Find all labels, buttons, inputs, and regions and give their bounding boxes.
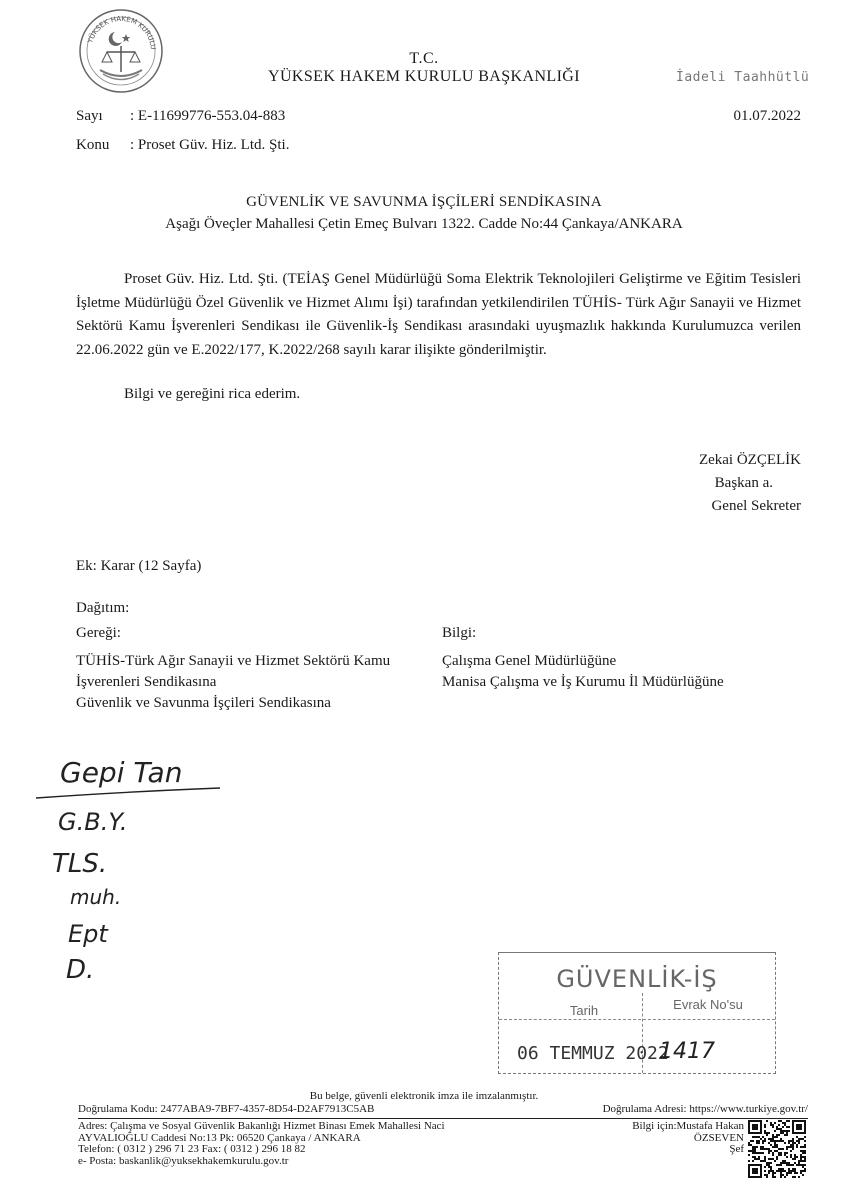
verification-code: Doğrulama Kodu: 2477ABA9-7BF7-4357-8D54-D2AF7913C5AB	[78, 1103, 375, 1115]
bilgi-list	[442, 651, 802, 693]
distribution-heading: Dağıtım:	[76, 600, 130, 616]
receipt-date-label: Tarih	[569, 1003, 599, 1018]
footer-address-line: Adres: Çalışma ve Sosyal Güvenlik Bakanlığı Hizmet Binası Emek Mahallesi Naci	[78, 1120, 445, 1132]
handwritten-line: D.	[66, 955, 95, 985]
handwritten-line: Ept	[68, 920, 108, 948]
footer-address-line: e- Posta: baskanlik@yuksekhakemkurulu.gov.tr	[78, 1154, 289, 1167]
footer-contact-line: Şef	[729, 1143, 744, 1155]
handwritten-line: muh.	[70, 885, 122, 909]
handwritten-notes	[30, 752, 260, 992]
list-item: Güvenlik ve Savunma İşçileri Sendikasına	[76, 695, 331, 711]
qr-code-icon	[748, 1120, 806, 1178]
handwritten-line: Gepi Tan	[60, 756, 183, 789]
receipt-stamp-title: GÜVENLİK-İŞ	[556, 965, 718, 993]
footer-divider	[78, 1118, 808, 1119]
header-tc: T.C.	[409, 50, 439, 67]
svg-text:YÜKSEK HAKEM KURULU	[86, 15, 157, 50]
list-item: TÜHİS-Türk Ağır Sanayii ve Hizmet Sektörü Kamu	[76, 653, 391, 669]
list-item: Manisa Çalışma ve İş Kurumu İl Müdürlüğüne	[442, 674, 724, 690]
verification-address: Doğrulama Adresi: https://www.turkiye.gov.tr/	[602, 1103, 808, 1115]
footer-contact-line: ÖZSEVEN	[693, 1131, 744, 1144]
signatory-title-1: Başkan a.	[714, 475, 773, 491]
footer-address	[78, 1121, 538, 1167]
geregi-list	[76, 651, 446, 714]
stamp-divider	[499, 1019, 775, 1020]
footer-contact	[612, 1121, 744, 1156]
signatory-name: Zekai ÖZÇELİK	[698, 452, 801, 468]
bilgi-label: Bilgi:	[442, 625, 477, 641]
signatory-title-2: Genel Sekreter	[711, 498, 801, 514]
document-date: 01.07.2022	[733, 108, 801, 124]
konu-label: Konu	[76, 137, 110, 153]
receipt-number-value: 1417	[659, 1039, 715, 1064]
geregi-label: Gereği:	[76, 625, 121, 641]
seal-ring-text: YÜKSEK HAKEM KURULU	[86, 14, 158, 51]
sayi-label: Sayı	[76, 108, 103, 124]
recipient-address: Aşağı Öveçler Mahallesi Çetin Emeç Bulvarı 1322. Cadde No:44 Çankaya/ANKARA	[165, 216, 683, 232]
receipt-stamp	[498, 952, 776, 1074]
closing-line: Bilgi ve gereğini rica ederim.	[124, 386, 301, 402]
sayi-value: : E-11699776-553.04-883	[130, 108, 286, 124]
footer-address-line: AYVALIOĞLU Caddesi No:13 Pk: 06520 Çankaya / ANKARA	[78, 1131, 361, 1144]
body-paragraph: Proset Güv. Hiz. Ltd. Şti. (TEİAŞ Genel Müdürlüğü Soma Elektrik Teknolojileri Geliştirme ve Eğitim Tesisleri İşletme Müdürlüğü Özel Güvenlik ve Hizmet Alımı İşi) tarafından yetkilendirilen TÜHİS- Türk Ağır Sanayii ve Hizmet Sektörü Kamu İşverenleri Sendikası ile Güvenlik-İş Sendikası arasındaki uyuşmazlık hakkında Kurulumuzca verilen 22.06.2022 gün ve E.2022/177, K.2022/268 sayılı karar ilişikte gönderilmiştir.	[76, 271, 801, 358]
receipt-number-label: Evrak No'su	[673, 997, 743, 1012]
registered-mail-stamp: İadeli Taahhütlü	[676, 70, 810, 85]
handwritten-line: TLS.	[52, 849, 108, 879]
handwritten-line: G.B.Y.	[58, 808, 128, 836]
header-organization: YÜKSEK HAKEM KURULU BAŞKANLIĞI	[268, 68, 580, 85]
attachment-line: Ek: Karar (12 Sayfa)	[76, 558, 202, 574]
e-signature-note: Bu belge, güvenli elektronik imza ile imzalanmıştır.	[309, 1090, 539, 1102]
list-item: İşverenleri Sendikasına	[76, 674, 217, 690]
list-item: Çalışma Genel Müdürlüğüne	[442, 653, 617, 669]
receipt-date-value: 06 TEMMUZ 2022	[517, 1043, 669, 1064]
footer-address-line: Telefon: ( 0312 ) 296 71 23 Fax: ( 0312 ) 296 18 82	[78, 1143, 306, 1155]
recipient-name: GÜVENLİK VE SAVUNMA İŞÇİLERİ SENDİKASINA	[246, 194, 602, 210]
footer-contact-line: Bilgi için:Mustafa Hakan	[632, 1120, 744, 1132]
konu-value: : Proset Güv. Hiz. Ltd. Şti.	[130, 137, 290, 153]
